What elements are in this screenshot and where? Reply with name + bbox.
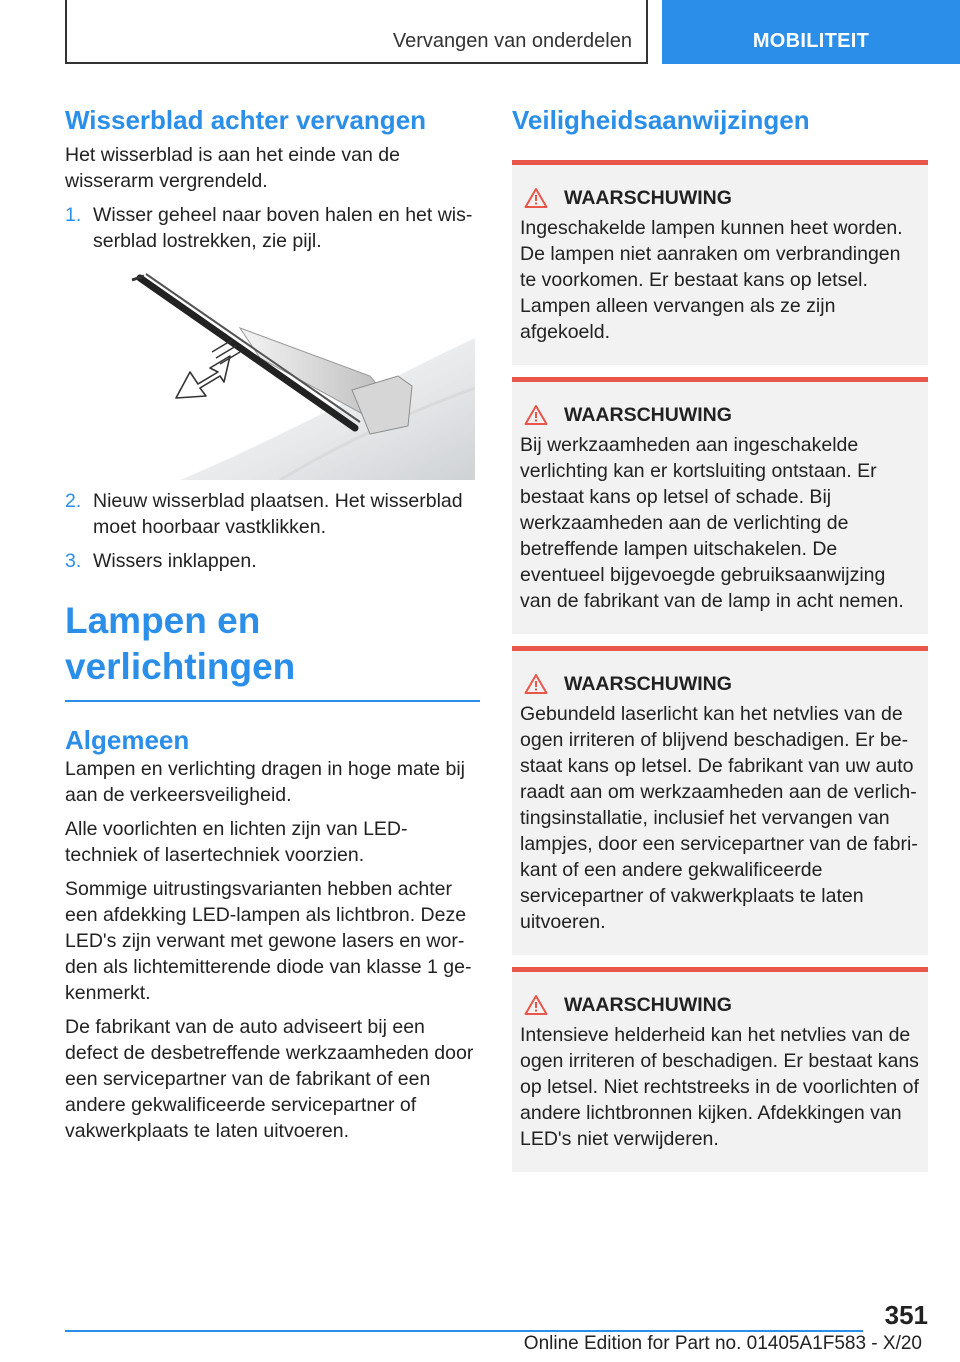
wiper-illustration	[120, 268, 475, 480]
warning-header	[524, 402, 920, 428]
warning-text: Bij werkzaamheden aan ingeschakelde verlichting kan er kortsluiting ontstaan. Er bestaat kans op letsel of schade. Bij werkzaamheden aan de verlichting de betreffende lampen uitschakelen. De eventueel bijgevoegde gebruiksaanwijzing van de fabrikant van de lamp in acht nemen.	[520, 434, 904, 612]
step-number: 2.	[65, 490, 82, 512]
footer-divider	[65, 1330, 863, 1332]
paragraph: Lampen en verlichting dragen in hoge mate bij aan de verkeersveiligheid.	[65, 758, 466, 806]
warning-label: WAARSCHUWING	[564, 673, 732, 695]
step-item	[65, 488, 480, 540]
left-column	[65, 104, 480, 1144]
warning-triangle-icon	[524, 673, 548, 695]
step-number: 3.	[65, 550, 82, 572]
step-text: Wisser geheel naar boven halen en het wisserblad lostrekken, zie pijl.	[93, 204, 473, 252]
safety-heading: Veiligheidsaanwijzingen	[512, 105, 810, 135]
paragraph: De fabrikant van de auto adviseert bij een defect de desbetreffende werkzaamheden door een servicepartner van de fabrikant of een andere gekwalificeerde servicepartner of vakwerkplaats te laten uitvoeren.	[65, 1016, 474, 1142]
step-text: Nieuw wisserblad plaatsen. Het wisserblad moet hoorbaar vastklikken.	[93, 490, 463, 538]
paragraph: Alle voorlichten en lichten zijn van LED-techniek of lasertechniek voorzien.	[65, 818, 408, 866]
header-section-box	[65, 0, 648, 64]
section-title: Vervangen van onderdelen	[392, 30, 632, 52]
warning-text: Ingeschakelde lampen kunnen heet worden. De lampen niet aanraken om verbrandingen te voorkomen. Er bestaat kans op letsel. Lampen alleen vervangen als ze zijn afgekoeld.	[520, 217, 903, 343]
warning-box	[512, 377, 928, 634]
warning-box	[512, 967, 928, 1172]
warning-text: Gebundeld laserlicht kan het netvlies van de ogen irriteren of blijvend beschadigen. Er bestaat kans op letsel. De fabrikant van uw auto raadt aan om werkzaamheden aan de verlichtingsinstallatie, inclusief het vervangen van lampjes, door een servicepartner van de fabrikant of een andere gekwalificeerde servicepartner of vakwerkplaats te laten uitvoeren.	[520, 703, 918, 933]
chapter-tab[interactable]	[662, 0, 960, 64]
step-item	[65, 202, 480, 254]
warning-header	[524, 992, 920, 1018]
wiper-blade-image	[120, 268, 475, 480]
wiper-heading: Wisserblad achter vervangen	[65, 105, 427, 135]
warning-label: WAARSCHUWING	[564, 994, 732, 1016]
warning-triangle-icon	[524, 994, 548, 1016]
footer-edition: Online Edition for Part no. 01405A1F583 - X/20	[523, 1333, 922, 1354]
warning-box	[512, 160, 928, 365]
chapter-tab-label: MOBILITEIT	[752, 30, 870, 52]
step-item	[65, 548, 480, 574]
warning-label: WAARSCHUWING	[564, 187, 732, 209]
general-heading: Algemeen	[65, 725, 190, 755]
right-column	[512, 104, 928, 1172]
page-number: 351	[884, 1300, 928, 1330]
wiper-intro: Het wisserblad is aan het einde van de wisserarm vergrendeld.	[65, 144, 400, 192]
paragraph: Sommige uitrustingsvarianten hebben achter een afdekking LED-lampen als lichtbron. Deze LED's zijn verwant met gewone lasers en worden als lichtemitterende diode van klasse 1 gekenmerkt.	[65, 878, 472, 1004]
step-text: Wissers inklappen.	[93, 550, 257, 572]
step-number: 1.	[65, 204, 82, 226]
warning-header	[524, 671, 920, 697]
warning-header	[524, 185, 920, 211]
warning-box	[512, 646, 928, 955]
warning-label: WAARSCHUWING	[564, 404, 732, 426]
warning-triangle-icon	[524, 187, 548, 209]
warning-triangle-icon	[524, 404, 548, 426]
warning-text: Intensieve helderheid kan het netvlies van de ogen irriteren of beschadigen. Er bestaat kans op letsel. Niet rechtstreeks in de voorlichten of andere lichtbronnen kijken. Afdekkingen van LED's niet verwijderen.	[520, 1024, 919, 1150]
chapter-heading: Lampen en verlichtingen	[65, 598, 480, 702]
